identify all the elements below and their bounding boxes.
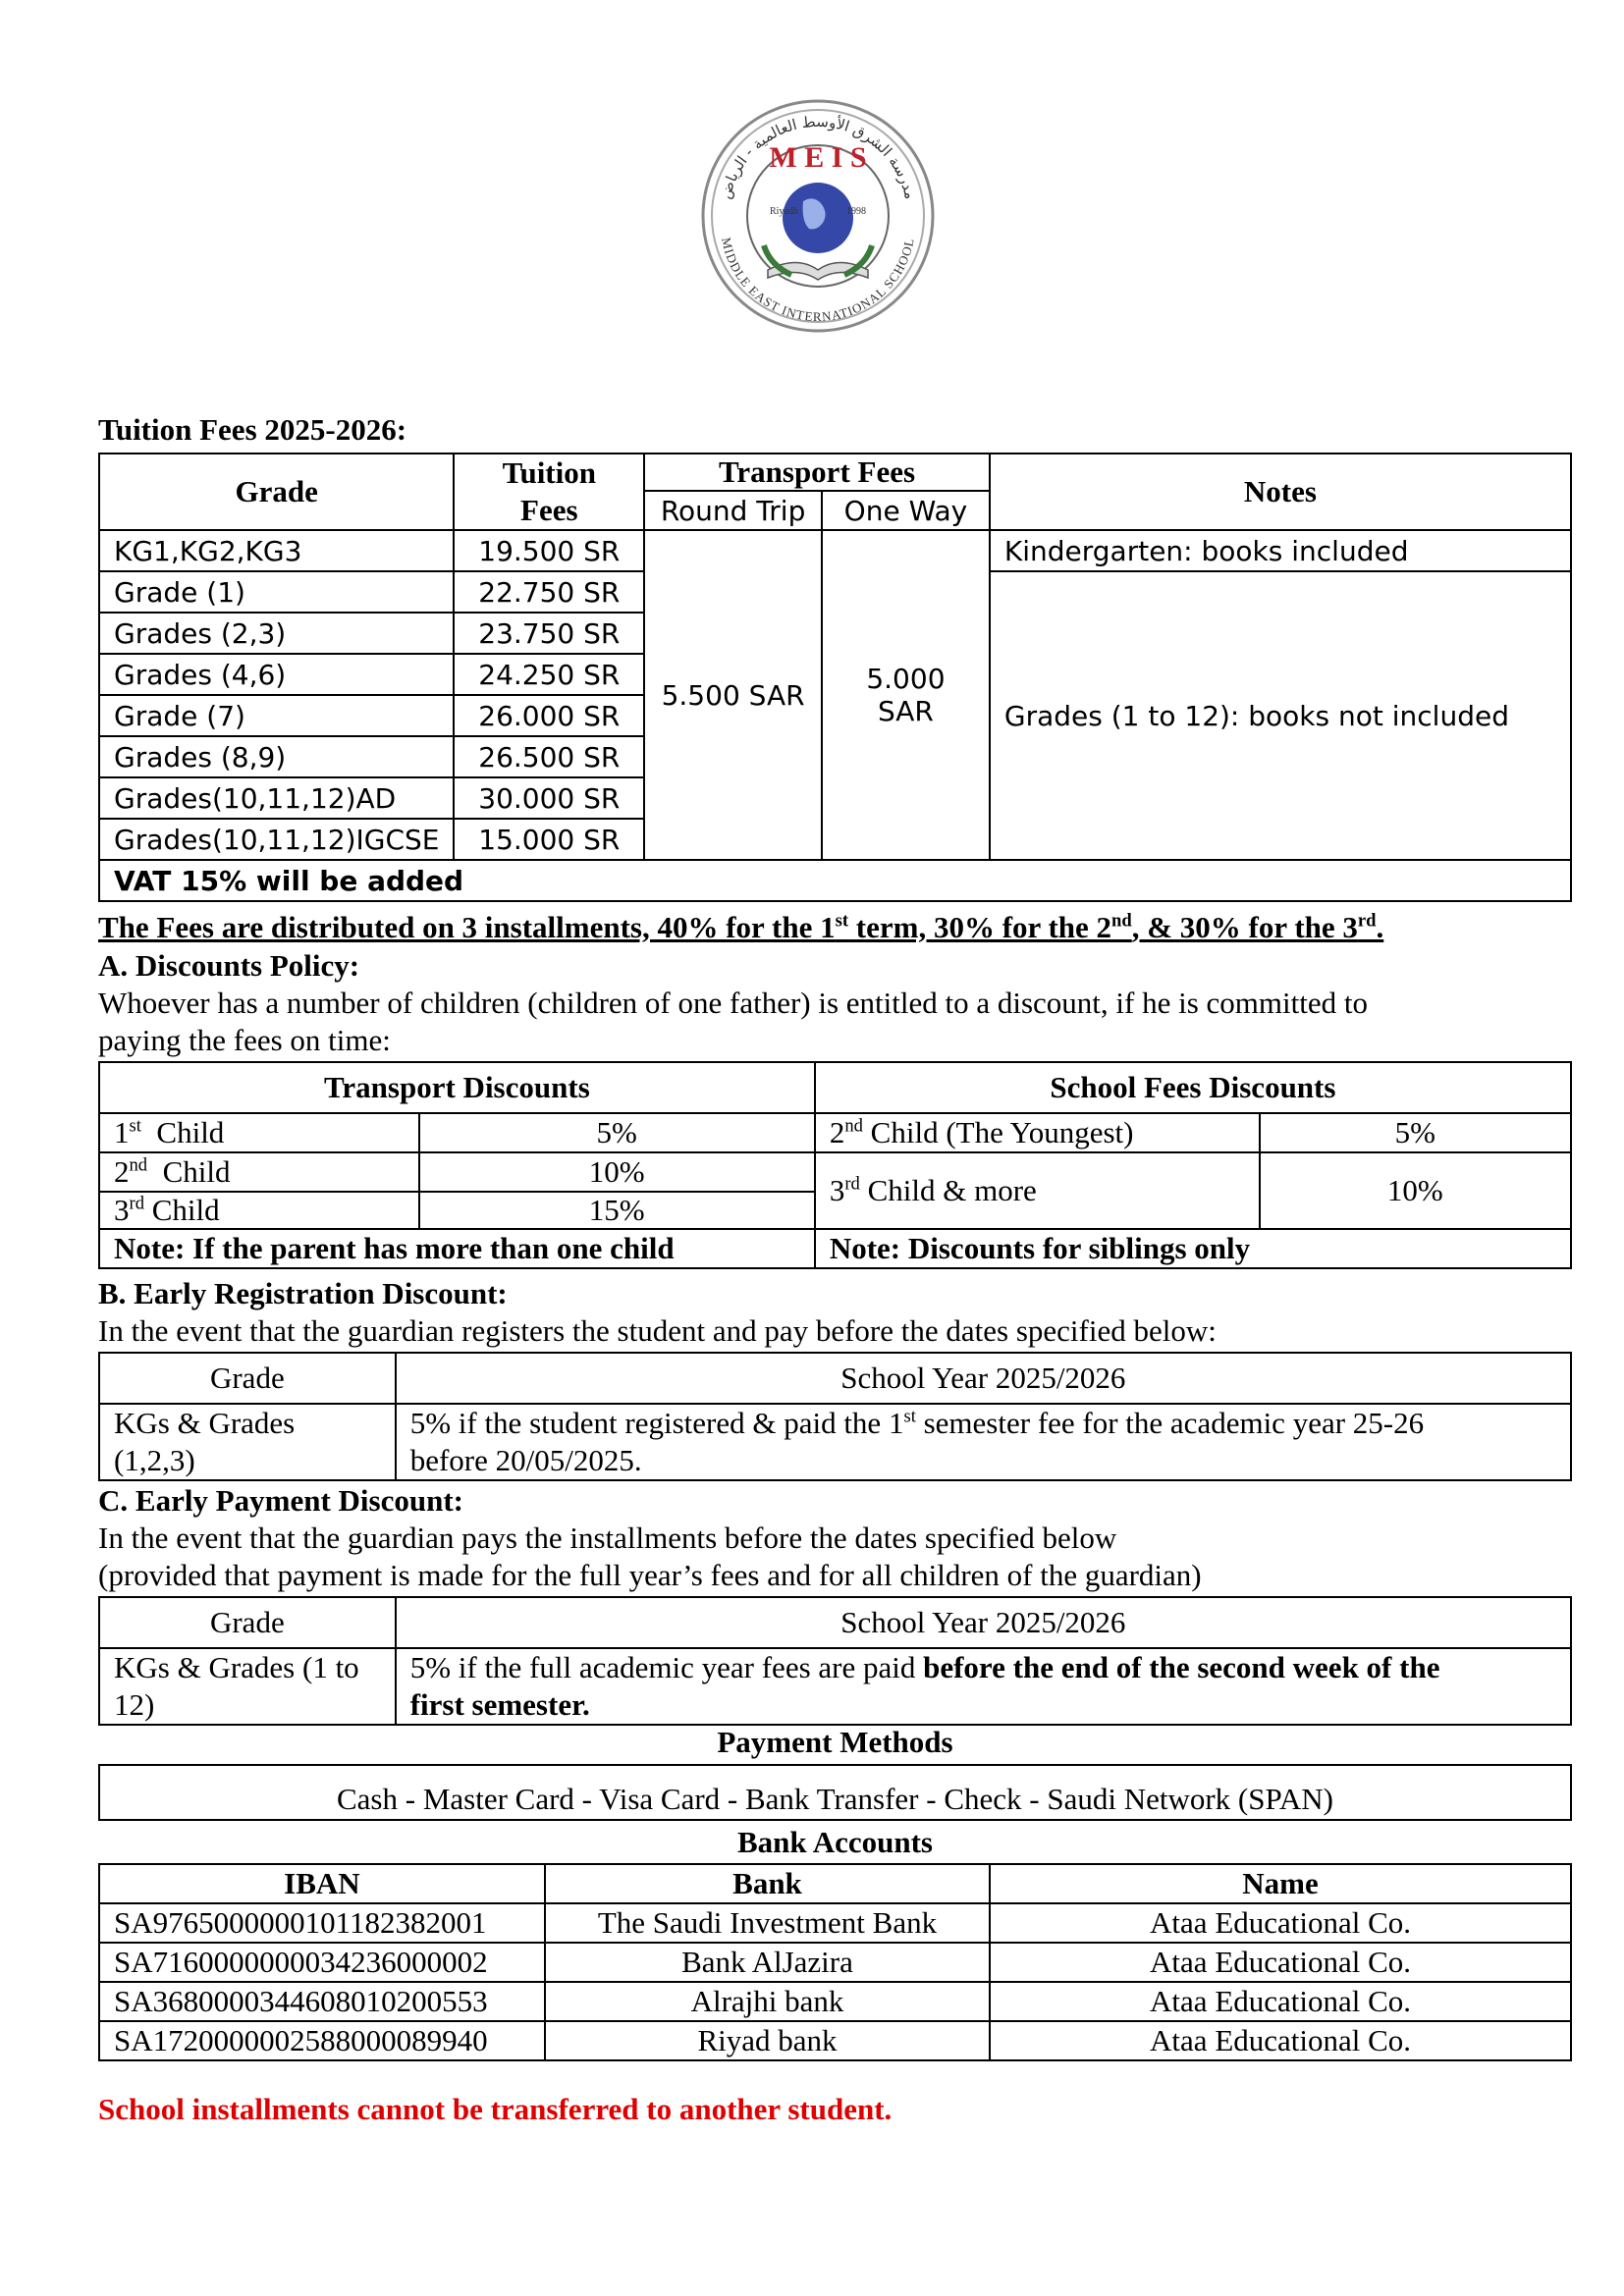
- account-name: Ataa Educational Co.: [990, 1943, 1571, 1982]
- early-payment-table: [98, 1596, 1572, 1726]
- round-trip-fee: 5.500 SAR: [644, 530, 822, 860]
- discounts-title: A. Discounts Policy:: [98, 948, 360, 983]
- transport-discount-value: 15%: [419, 1192, 815, 1229]
- early-payment-col-year: School Year 2025/2026: [396, 1597, 1571, 1648]
- early-registration-table: [98, 1352, 1572, 1481]
- school-discount-label: 2nd Child (The Youngest): [815, 1113, 1260, 1152]
- school-discount-note: Note: Discounts for siblings only: [815, 1229, 1571, 1268]
- table-row-grade: Grades (8,9): [99, 736, 454, 777]
- tuition-table: [98, 453, 1572, 902]
- early-registration-text: 5% if the student registered & paid the 1st semester fee for the academic year 25-26 before 20/05/2025.: [396, 1404, 1571, 1480]
- header-tuition-line1: Tuition: [502, 455, 596, 490]
- header-notes: Notes: [990, 454, 1571, 530]
- bank-name: Alrajhi bank: [545, 1982, 990, 2021]
- early-registration-col-year: School Year 2025/2026: [396, 1353, 1571, 1404]
- early-payment-intro-line2: (provided that payment is made for the full year’s fees and for all children of the guardian): [98, 1558, 1202, 1592]
- transport-discount-note: Note: If the parent has more than one child: [99, 1229, 815, 1268]
- table-row-fee: 19.500 SR: [454, 530, 644, 571]
- table-row-fee: 23.750 SR: [454, 613, 644, 654]
- school-discount-label: 3rd Child & more: [815, 1152, 1260, 1229]
- discounts-table: [98, 1061, 1572, 1269]
- account-name: Ataa Educational Co.: [990, 1982, 1571, 2021]
- early-payment-text: 5% if the full academic year fees are paid before the end of the second week of the first semester.: [396, 1648, 1571, 1725]
- header-tuition-line2: Fees: [520, 493, 578, 527]
- bank-iban: SA3680000344608010200553: [99, 1982, 545, 2021]
- early-registration-intro: In the event that the guardian registers the student and pay before the dates specified below:: [98, 1313, 1217, 1348]
- bank-iban: SA9765000000101182382001: [99, 1903, 545, 1943]
- installments-note: The Fees are distributed on 3 installments, 40% for the 1st term, 30% for the 2nd, & 30% for the 3rd.: [98, 910, 1384, 944]
- table-row: [99, 1982, 1571, 2021]
- header-grade: Grade: [99, 454, 454, 530]
- bank-name: The Saudi Investment Bank: [545, 1903, 990, 1943]
- table-row-fee: 26.500 SR: [454, 736, 644, 777]
- early-registration-title: B. Early Registration Discount:: [98, 1276, 508, 1310]
- table-row-grade: KG1,KG2,KG3: [99, 530, 454, 571]
- transport-discount-label: 3rd Child: [99, 1192, 419, 1229]
- early-payment-title: C. Early Payment Discount:: [98, 1483, 463, 1518]
- table-row-grade: Grades (2,3): [99, 613, 454, 654]
- logo-arabic-text: مدرسة الشرق الأوسط العالمية - الرياض: [716, 112, 920, 201]
- transport-discount-label: 2nd Child: [99, 1152, 419, 1192]
- transport-discount-value: 5%: [419, 1113, 815, 1152]
- footer-warning: School installments cannot be transferred to another student.: [98, 2092, 893, 2126]
- table-row-grade: Grades (4,6): [99, 654, 454, 695]
- discounts-intro-line2: paying the fees on time:: [98, 1023, 391, 1057]
- bank-header-bank: Bank: [545, 1864, 990, 1903]
- table-row-fee: 26.000 SR: [454, 695, 644, 736]
- table-row-fee: 24.250 SR: [454, 654, 644, 695]
- payment-methods-list: Cash - Master Card - Visa Card - Bank Transfer - Check - Saudi Network (SPAN): [99, 1765, 1571, 1820]
- bank-accounts-table: [98, 1863, 1572, 2061]
- vat-note: VAT 15% will be added: [99, 860, 1571, 901]
- school-discounts-header: School Fees Discounts: [815, 1062, 1571, 1113]
- note-grades: Grades (1 to 12): books not included: [990, 571, 1571, 860]
- header-tuition-fees: [454, 454, 644, 530]
- school-logo: [699, 98, 937, 334]
- bank-header-iban: IBAN: [99, 1864, 545, 1903]
- one-way-fee: 5.000 SAR: [822, 530, 990, 860]
- early-payment-col-grade: Grade: [99, 1597, 396, 1648]
- table-row: [99, 1943, 1571, 1982]
- table-row-fee: 22.750 SR: [454, 571, 644, 613]
- school-discount-value: 10%: [1260, 1152, 1572, 1229]
- table-row-grade: Grade (7): [99, 695, 454, 736]
- account-name: Ataa Educational Co.: [990, 1903, 1571, 1943]
- table-row-fee: 30.000 SR: [454, 777, 644, 819]
- early-payment-intro-line1: In the event that the guardian pays the installments before the dates specified below: [98, 1521, 1117, 1555]
- transport-discounts-header: Transport Discounts: [99, 1062, 815, 1113]
- table-row-grade: Grade (1): [99, 571, 454, 613]
- early-payment-grade: KGs & Grades (1 to 12): [99, 1648, 396, 1725]
- header-round-trip: Round Trip: [644, 491, 822, 530]
- logo-year: 1998: [846, 206, 866, 217]
- school-discount-value: 5%: [1260, 1113, 1572, 1152]
- bank-name: Riyad bank: [545, 2021, 990, 2060]
- early-registration-col-grade: Grade: [99, 1353, 396, 1404]
- bank-header-name: Name: [990, 1864, 1571, 1903]
- header-one-way: One Way: [822, 491, 990, 530]
- logo-english-text: MIDDLE EAST INTERNATIONAL SCHOOL: [719, 236, 917, 325]
- bank-iban: SA1720000002588000089940: [99, 2021, 545, 2060]
- payment-methods-table: [98, 1764, 1572, 1821]
- header-transport-fees: Transport Fees: [644, 454, 990, 491]
- transport-discount-label: 1st Child: [99, 1113, 419, 1152]
- table-row-fee: 15.000 SR: [454, 819, 644, 860]
- table-row-grade: Grades(10,11,12)IGCSE: [99, 819, 454, 860]
- discounts-intro-line1: Whoever has a number of children (children of one father) is entitled to a discount, if he is committed to: [98, 986, 1368, 1020]
- logo-city: Riyadh: [770, 206, 798, 217]
- bank-iban: SA7160000000034236000002: [99, 1943, 545, 1982]
- account-name: Ataa Educational Co.: [990, 2021, 1571, 2060]
- logo-letters: M E I S: [769, 141, 867, 174]
- early-registration-grade: KGs & Grades (1,2,3): [99, 1404, 396, 1480]
- bank-name: Bank AlJazira: [545, 1943, 990, 1982]
- payment-methods-title: Payment Methods: [717, 1725, 953, 1759]
- bank-accounts-title: Bank Accounts: [737, 1825, 933, 1859]
- note-kindergarten: Kindergarten: books included: [990, 530, 1571, 571]
- table-row-grade: Grades(10,11,12)AD: [99, 777, 454, 819]
- tuition-title: Tuition Fees 2025-2026:: [98, 412, 407, 447]
- transport-discount-value: 10%: [419, 1152, 815, 1192]
- table-row: [99, 1903, 1571, 1943]
- table-row: [99, 2021, 1571, 2060]
